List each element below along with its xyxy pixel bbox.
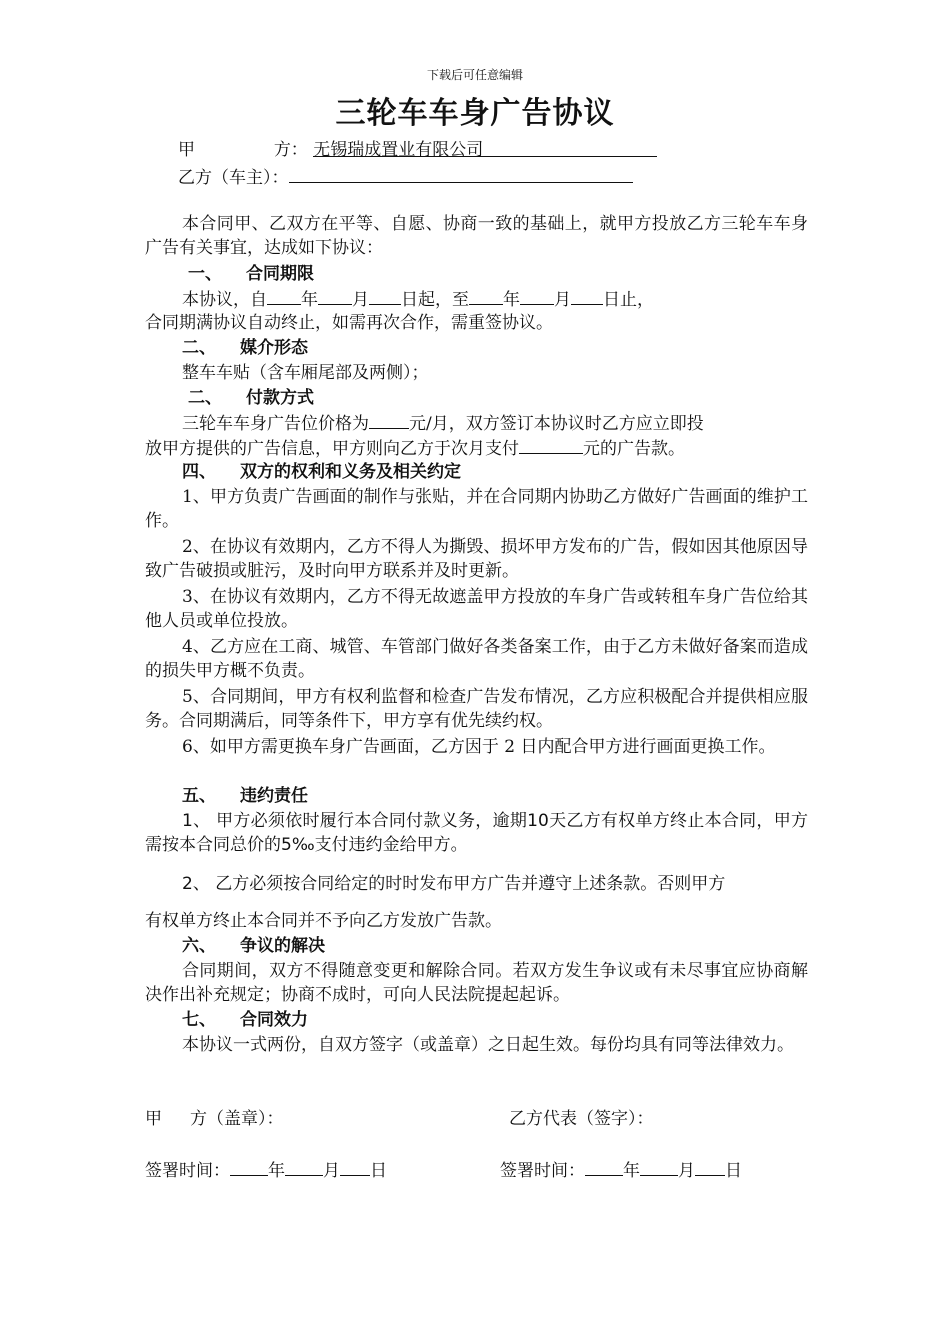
payment-unit-text: 元的广告款。 — [583, 439, 685, 459]
section-7-number: 七、 — [182, 1010, 216, 1030]
party-a-signature — [145, 1107, 284, 1131]
breach-1-text-b: 天乙方有权单方终止本合同，甲方需按本合同总价的 — [145, 811, 808, 855]
breach-1-penalty: 5‰ — [281, 835, 315, 855]
section-2-title: 媒介形态 — [240, 338, 308, 358]
term-end-month-label: 月 — [554, 290, 571, 310]
section-4-title: 双方的权利和义务及相关约定 — [240, 462, 461, 482]
pay-line-2 — [145, 435, 685, 461]
breach-1-number: 1、 — [182, 811, 211, 831]
date-a-day-blank — [340, 1157, 370, 1176]
section-4-heading — [182, 460, 461, 484]
date-b-day: 日 — [725, 1161, 742, 1181]
clause-5: 5、合同期间，甲方有权利监督和检查广告发布情况，乙方应积极配合并提供相应服务。合同期满后，同等条件下，甲方享有优先续约权。 — [145, 687, 808, 731]
section-7-title: 合同效力 — [240, 1010, 308, 1030]
date-a-month: 月 — [323, 1161, 340, 1181]
date-a-day: 日 — [370, 1161, 387, 1181]
payment-label: 放甲方提供的广告信息，甲方则向乙方于次月支付 — [145, 439, 519, 459]
pay-line-1 — [182, 410, 704, 436]
section-2-heading — [182, 336, 308, 360]
breach-clause-2-line-2: 有权单方终止本合同并不予向乙方发放广告款。 — [145, 911, 502, 931]
section-6-number: 六、 — [182, 936, 216, 956]
party-b-label: 乙方（车主）： — [178, 168, 289, 188]
date-label-b: 签署时间： — [500, 1161, 585, 1181]
term-line — [182, 286, 654, 312]
clause-4: 4、乙方应在工商、城管、车管部门做好各类备案工作，由于乙方未做好备案而造成的损失甲方概不负责。 — [145, 637, 808, 681]
party-a-name: 无锡瑞成置业有限公司 — [313, 140, 484, 160]
term-month-label: 月 — [352, 290, 369, 310]
price-label: 三轮车车身广告位价格为 — [182, 414, 369, 434]
breach-1-days: 10 — [527, 811, 549, 831]
term-year-label: 年 — [301, 290, 318, 310]
section-6-title: 争议的解决 — [240, 936, 325, 956]
party-b-name-field — [289, 164, 633, 183]
intro-paragraph: 本合同甲、乙双方在平等、自愿、协商一致的基础上，就甲方投放乙方三轮车车身广告有关事宜，达成如下协议： — [145, 214, 808, 258]
party-a-name-field — [313, 138, 657, 160]
party-a-sign-date — [145, 1157, 387, 1183]
date-a-year: 年 — [268, 1161, 285, 1181]
term-end-year-label: 年 — [503, 290, 520, 310]
section-2-number: 二、 — [182, 338, 216, 358]
date-b-year-blank — [585, 1157, 623, 1176]
section-5-heading — [182, 784, 308, 808]
term-end-year-blank — [469, 286, 503, 305]
clause-6: 6、如甲方需更换车身广告画面，乙方因于 2 日内配合甲方进行画面更换工作。 — [182, 737, 776, 757]
date-b-month-blank — [640, 1157, 678, 1176]
breach-1-text-a: 甲方必须依时履行本合同付款义务，逾期 — [216, 811, 528, 831]
date-b-month: 月 — [678, 1161, 695, 1181]
price-unit-text: 元/月，双方签订本协议时乙方应立即投 — [409, 414, 704, 434]
breach-2-number: 2、 — [182, 874, 210, 894]
effect-paragraph: 本协议一式两份，自双方签字（或盖章）之日起生效。每份均具有同等法律效力。 — [182, 1035, 794, 1055]
term-start-day-blank — [369, 286, 401, 305]
price-blank — [369, 410, 409, 429]
party-a-row — [178, 138, 657, 162]
sign-a-label-1: 甲 — [145, 1109, 162, 1129]
term-end-label: 日止， — [603, 290, 654, 310]
header-note: 下载后可任意编辑 — [426, 68, 523, 82]
breach-1-text-c: 支付违约金给甲方。 — [314, 835, 468, 855]
clause-3: 3、在协议有效期内，乙方不得无故遮盖甲方投放的车身广告或转租车身广告位给其他人员或单位投放。 — [145, 587, 808, 631]
section-1-heading — [188, 262, 314, 286]
term-line-2: 合同期满协议自动终止，如需再次合作，需重签协议。 — [145, 313, 553, 333]
clause-1: 1、甲方负责广告画面的制作与张贴，并在合同期内协助乙方做好广告画面的维护工作。 — [145, 487, 808, 531]
breach-clause-1 — [145, 809, 808, 857]
section-1-title: 合同期限 — [246, 264, 314, 284]
dispute-paragraph: 合同期间，双方不得随意变更和解除合同。若双方发生争议或有未尽事宜应协商解决作出补充规定；协商不成时，可向人民法院提起起诉。 — [145, 961, 808, 1005]
section-4-number: 四、 — [182, 462, 216, 482]
document-title: 三轮车车身广告协议 — [335, 96, 615, 131]
party-b-sign-date — [500, 1157, 742, 1183]
term-end-month-blank — [520, 286, 554, 305]
party-b-signature: 乙方代表（签字）： — [509, 1109, 654, 1129]
clause-2: 2、在协议有效期内，乙方不得人为撕毁、损坏甲方发布的广告，假如因其他原因导致广告破损或脏污，及时向甲方联系并及时更新。 — [145, 537, 808, 581]
term-from-label: 本协议，自 — [182, 290, 267, 310]
party-a-label-2: 方： — [273, 140, 308, 160]
section-5-title: 违约责任 — [240, 786, 308, 806]
payment-amount-blank — [519, 435, 583, 454]
section-3-heading — [188, 386, 314, 410]
date-label-a: 签署时间： — [145, 1161, 230, 1181]
section-3-title: 付款方式 — [246, 388, 314, 408]
date-a-year-blank — [230, 1157, 268, 1176]
party-a-label: 甲 — [178, 140, 195, 160]
section-6-heading — [182, 934, 325, 958]
section-1-number: 一、 — [188, 264, 222, 284]
party-b-row — [178, 164, 633, 190]
section-3-number: 二、 — [188, 388, 222, 408]
term-start-year-blank — [267, 286, 301, 305]
term-to-label: 日起，至 — [401, 290, 469, 310]
term-start-month-blank — [318, 286, 352, 305]
section-5-number: 五、 — [182, 786, 216, 806]
breach-2-text: 乙方必须按合同给定的时时发布甲方广告并遵守上述条款。否则甲方 — [215, 874, 726, 894]
sign-a-label-2: 方（盖章）： — [190, 1109, 284, 1129]
term-end-day-blank — [571, 286, 603, 305]
media-text: 整车车贴（含车厢尾部及两侧）； — [182, 363, 429, 383]
section-7-heading — [182, 1008, 308, 1032]
date-b-day-blank — [695, 1157, 725, 1176]
breach-clause-2 — [182, 872, 725, 896]
date-b-year: 年 — [623, 1161, 640, 1181]
date-a-month-blank — [285, 1157, 323, 1176]
